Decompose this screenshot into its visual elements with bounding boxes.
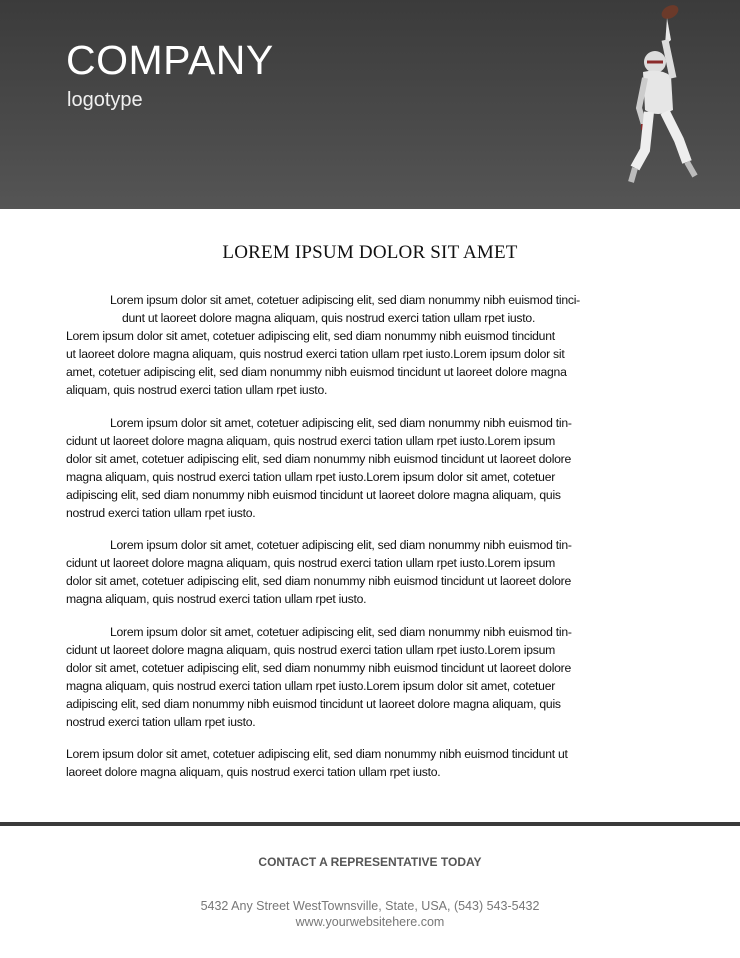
paragraph-line: Lorem ipsum dolor sit amet, cotetuer adipiscing elit, sed diam nonummy nibh euismod tincidunt ut bbox=[66, 747, 568, 762]
header-banner bbox=[0, 0, 740, 209]
paragraph-line: laoreet dolore magna aliquam, quis nostrud exerci tation ullam rpet iusto. bbox=[66, 765, 441, 780]
paragraph-line: ut laoreet dolore magna aliquam, quis nostrud exerci tation ullam rpet iusto.Lorem ipsum dolor sit bbox=[66, 347, 565, 362]
paragraph-line: amet, cotetuer adipiscing elit, sed diam nonummy nibh euismod tincidunt ut laoreet dolore magna bbox=[66, 365, 567, 380]
paragraph-line: adipiscing elit, sed diam nonummy nibh euismod tincidunt ut laoreet dolore magna aliquam, quis bbox=[66, 696, 561, 711]
football-player-image bbox=[615, 0, 705, 209]
paragraph-line: dunt ut laoreet dolore magna aliquam, quis nostrud exerci tation ullam rpet iusto. bbox=[122, 311, 536, 326]
paragraph-line: Lorem ipsum dolor sit amet, cotetuer adipiscing elit, sed diam nonummy nibh euismod tin- bbox=[110, 415, 572, 430]
contact-heading: CONTACT A REPRESENTATIVE TODAY bbox=[258, 855, 482, 869]
paragraph-line: cidunt ut laoreet dolore magna aliquam, quis nostrud exerci tation ullam rpet iusto.Lorem ipsum bbox=[66, 433, 556, 448]
paragraph bbox=[66, 414, 672, 523]
footer-divider bbox=[0, 822, 740, 826]
paragraph-line: cidunt ut laoreet dolore magna aliquam, quis nostrud exerci tation ullam rpet iusto.Lorem ipsum bbox=[66, 556, 556, 571]
paragraph-line: dolor sit amet, cotetuer adipiscing elit, sed diam nonummy nibh euismod tincidunt ut laoreet dolore bbox=[66, 660, 572, 675]
paragraph-line: Lorem ipsum dolor sit amet, cotetuer adipiscing elit, sed diam nonummy nibh euismod tin- bbox=[110, 538, 572, 553]
contact-address: 5432 Any Street WestTownsville, State, USA, (543) 543-5432 bbox=[200, 899, 540, 913]
paragraph bbox=[66, 291, 672, 400]
website-link[interactable]: www.yourwebsitehere.com bbox=[295, 915, 445, 929]
paragraph bbox=[66, 623, 672, 732]
paragraph-line: dolor sit amet, cotetuer adipiscing elit, sed diam nonummy nibh euismod tincidunt ut laoreet dolore bbox=[66, 574, 572, 589]
paragraph-line: cidunt ut laoreet dolore magna aliquam, quis nostrud exerci tation ullam rpet iusto.Lorem ipsum bbox=[66, 642, 556, 657]
document-title: LOREM IPSUM DOLOR SIT AMET bbox=[222, 242, 518, 263]
paragraph-line: dolor sit amet, cotetuer adipiscing elit, sed diam nonummy nibh euismod tincidunt ut laoreet dolore bbox=[66, 451, 572, 466]
company-name: COMPANY bbox=[66, 37, 274, 83]
paragraph-line: Lorem ipsum dolor sit amet, cotetuer adipiscing elit, sed diam nonummy nibh euismod tincidunt bbox=[66, 329, 555, 344]
paragraph-line: magna aliquam, quis nostrud exerci tation ullam rpet iusto. bbox=[66, 592, 367, 607]
paragraph-line: magna aliquam, quis nostrud exerci tation ullam rpet iusto.Lorem ipsum dolor sit amet, cotetuer bbox=[66, 678, 556, 693]
paragraph-line: Lorem ipsum dolor sit amet, cotetuer adipiscing elit, sed diam nonummy nibh euismod tinci- bbox=[110, 293, 580, 307]
paragraph-line: magna aliquam, quis nostrud exerci tation ullam rpet iusto.Lorem ipsum dolor sit amet, cotetuer bbox=[66, 469, 556, 484]
paragraph-line: adipiscing elit, sed diam nonummy nibh euismod tincidunt ut laoreet dolore magna aliquam, quis bbox=[66, 487, 561, 502]
logotype-text: logotype bbox=[67, 89, 143, 111]
paragraph-line: nostrud exerci tation ullam rpet iusto. bbox=[66, 506, 256, 521]
paragraph-line: Lorem ipsum dolor sit amet, cotetuer adipiscing elit, sed diam nonummy nibh euismod tin- bbox=[110, 624, 572, 639]
document-body bbox=[66, 291, 672, 795]
paragraph-line: nostrud exerci tation ullam rpet iusto. bbox=[66, 714, 256, 729]
paragraph-line: aliquam, quis nostrud exerci tation ullam rpet iusto. bbox=[66, 383, 328, 398]
paragraph bbox=[66, 536, 672, 608]
paragraph bbox=[66, 745, 672, 781]
